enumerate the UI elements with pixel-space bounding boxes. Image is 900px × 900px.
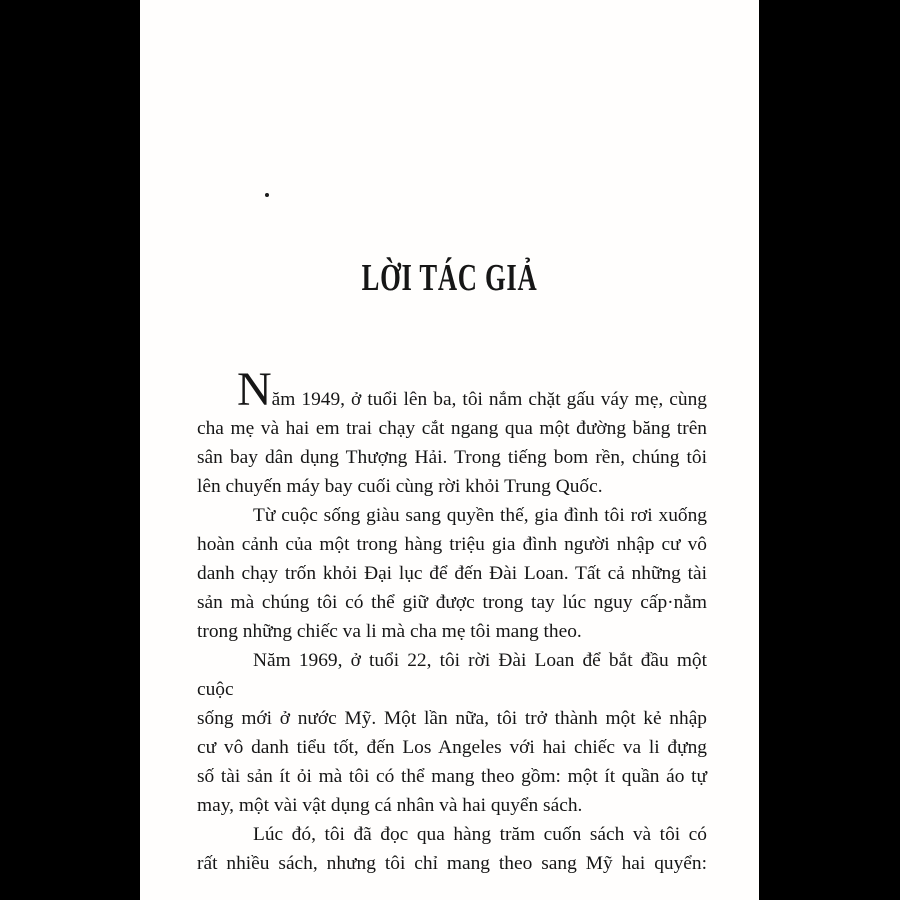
paragraph-3-line-2: sống mới ở nước Mỹ. Một lần nữa, tôi trở thành một kẻ nhập [197,708,707,729]
paragraph-2-line-1: Từ cuộc sống giàu sang quyền thế, gia đình tôi rơi xuống [253,505,707,526]
paragraph-1-line-1-text: ăm 1949, ở tuổi lên ba, tôi nắm chặt gấu váy mẹ, cùng [271,389,707,410]
paragraph-2-line-5: trong những chiếc va li mà cha mẹ tôi mang theo. [197,621,582,642]
paragraph-4-line-1: Lúc đó, tôi đã đọc qua hàng trăm cuốn sách và tôi có [253,824,707,845]
chapter-title-row [140,256,759,300]
paragraph-1-line-1 [197,363,707,416]
ink-speck-mark [265,193,269,197]
body-text-block [197,363,707,878]
paragraph-3-line-5: may, một vài vật dụng cá nhân và hai quyển sách. [197,795,583,816]
paragraph-2-line-3: danh chạy trốn khỏi Đại lục để đến Đài Loan. Tất cả những tài [197,563,707,584]
paragraph-2-line-4: sản mà chúng tôi có thể giữ được trong tay lúc nguy cấp·nằm [197,592,707,613]
paragraph-4-line-2: rất nhiều sách, nhưng tôi chỉ mang theo sang Mỹ hai quyển: [197,853,707,874]
paragraph-2-line-2: hoàn cảnh của một trong hàng triệu gia đình người nhập cư vô [197,534,707,555]
paragraph-1-line-4: lên chuyến máy bay cuối cùng rời khỏi Trung Quốc. [197,476,603,497]
paragraph-3-line-1: Năm 1969, ở tuổi 22, tôi rời Đài Loan để bắt đầu một cuộc [197,650,707,700]
book-page [140,0,759,900]
paragraph-1-line-2: cha mẹ và hai em trai chạy cắt ngang qua một đường băng trên [197,418,707,439]
paragraph-1-line-3: sân bay dân dụng Thượng Hải. Trong tiếng bom rền, chúng tôi [197,447,707,468]
chapter-title: LỜI TÁC GIẢ [361,257,538,299]
paragraph-3-line-4: số tài sản ít ỏi mà tôi có thể mang theo gồm: một ít quần áo tự [197,766,707,787]
drop-cap-initial: N [237,363,272,416]
paragraph-3-line-3: cư vô danh tiểu tốt, đến Los Angeles với hai chiếc va li đựng [197,737,707,758]
